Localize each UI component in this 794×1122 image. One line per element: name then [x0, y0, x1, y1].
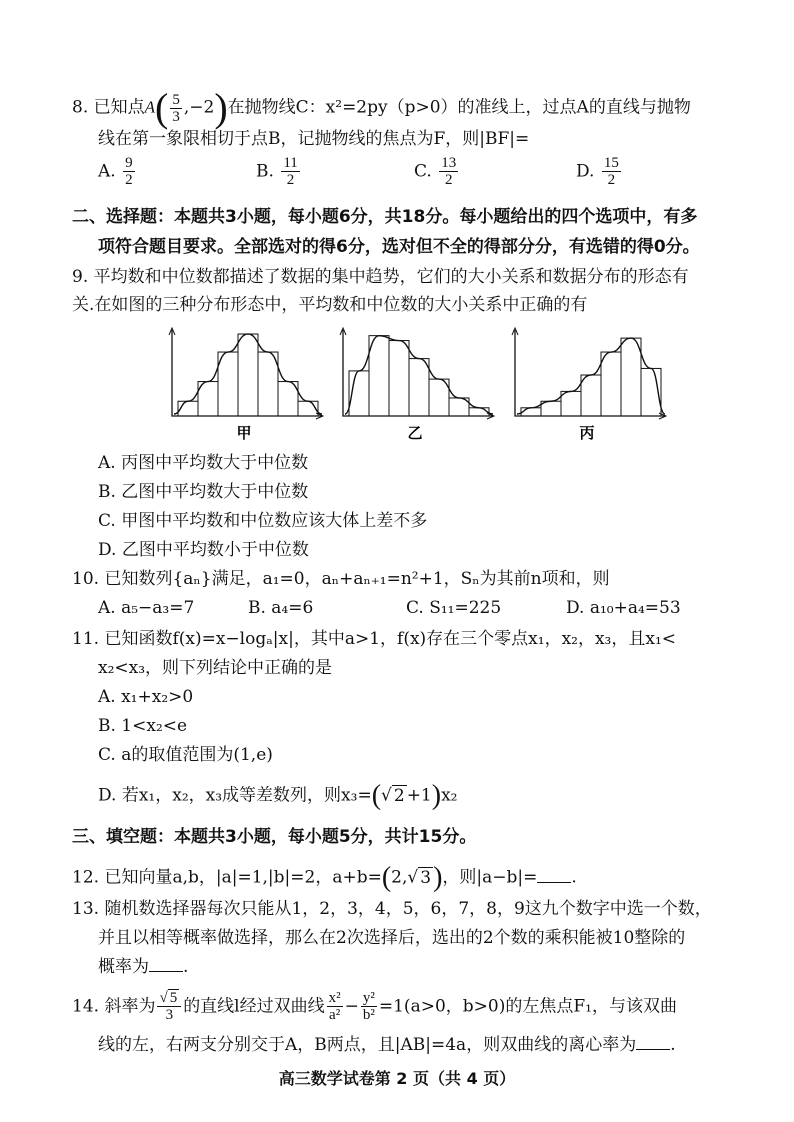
q8-option-c: C. $\frac{13}{2}$	[414, 155, 457, 188]
q14-line1: 14. 斜率为 $\frac{√ 5}{3}$ 的直线l经过双曲线 $\frac{\text{x²}}{\text{a²}}$ − $\frac{\text{y²}}{\text{b²}}$ =1(a>0，b>0)的左焦点F₁，与该双曲	[72, 990, 677, 1023]
right-paren: )	[214, 85, 228, 130]
q9-option-c: C. 甲图中平均数和中位数应该大体上差不多	[98, 511, 428, 531]
q11-line2: x₂<x₃，则下列结论中正确的是	[98, 658, 333, 678]
histogram-3	[512, 328, 666, 442]
q9-line2: 关.在如图的三种分布形态中，平均数和中位数的大小关系中正确的有	[72, 295, 588, 315]
histogram-bar	[469, 408, 489, 416]
histogram-bar	[218, 352, 238, 416]
q9-option-d: D. 乙图中平均数小于中位数	[98, 540, 309, 560]
q10-line1	[72, 568, 610, 590]
q8-options	[98, 155, 738, 199]
histogram-2	[340, 328, 494, 442]
figure-label: 甲	[236, 424, 252, 442]
density-curve	[174, 334, 322, 414]
q8-option-d: D. $\frac{15}{2}$	[576, 155, 619, 188]
histogram-bar	[581, 375, 601, 416]
q10-option-d: D. a₁₀+a₄=53	[566, 598, 681, 618]
q11-option-b: B. 1<x₂<e	[98, 716, 188, 736]
q9-number: 9.	[72, 267, 89, 287]
q12-number: 12.	[72, 867, 100, 888]
q11-number: 11.	[72, 629, 100, 649]
section3-heading: 三、填空题：本题共3小题，每小题5分，共计15分。	[72, 827, 477, 847]
histogram-bar	[238, 334, 258, 416]
q8-option-a: A. $\frac{9}{2}$	[98, 155, 133, 188]
q8-point-fraction: $\frac{5}{3}$	[172, 91, 180, 125]
density-curve	[517, 338, 665, 414]
density-curve	[345, 336, 493, 414]
q13-number: 13.	[72, 899, 100, 919]
histogram-bar	[369, 336, 389, 416]
section2-heading: 二、选择题：本题共3小题，每小题6分，共18分。每小题给出的四个选项中，有多	[72, 207, 698, 227]
section2-heading-line2: 项符合题目要求。全部选对的得6分，选对但不全的得部分分，有选错的得0分。	[98, 237, 700, 257]
histogram-bar	[601, 352, 621, 416]
q9-option-a: A. 丙图中平均数大于中位数	[98, 453, 309, 473]
histogram-bar	[409, 359, 429, 416]
axes	[343, 330, 493, 416]
histogram-bar	[621, 338, 641, 416]
histogram-bar	[561, 391, 581, 416]
q8-option-b: B. $\frac{11}{2}$	[256, 155, 298, 188]
q14-answer-blank	[636, 1035, 670, 1050]
q10-option-a: A. a₅−a₃=7	[98, 598, 195, 618]
histogram-bar	[258, 352, 278, 416]
q10-text: 已知数列{aₙ}满足，a₁=0，aₙ+aₙ₊₁=n²+1，Sₙ为其前n项和，则	[104, 569, 610, 589]
q9-option-b: B. 乙图中平均数大于中位数	[98, 482, 309, 502]
q10-number: 10.	[72, 569, 100, 589]
axes	[515, 330, 665, 416]
q9-text: 平均数和中位数都描述了数据的集中趋势，它们的大小关系和数据分布的形态有	[93, 267, 689, 287]
histogram-bar	[521, 408, 541, 416]
q10-option-b: B. a₄=6	[248, 598, 314, 618]
q11-option-c: C. a的取值范围为(1,e)	[98, 745, 273, 765]
q14-slope-fraction: $\frac{√ 5}{3}$	[157, 990, 181, 1023]
q12-answer-blank	[537, 868, 571, 883]
q14-hyperbola-x-term: $\frac{\text{x²}}{\text{a²}}$	[328, 990, 341, 1023]
q11-line1	[72, 628, 676, 650]
q8-text-line2: 线在第一象限相切于点B，记抛物线的焦点为F，则|BF|=	[98, 129, 530, 149]
q8-point-y: ,−2	[183, 97, 215, 118]
q9-line1	[72, 266, 689, 288]
axes	[172, 330, 322, 416]
q8-number: 8.	[72, 97, 89, 118]
q13-line1: 13. 随机数选择器每次只能从1，2，3，4，5，6，7，8，9这九个数字中选一个数，	[72, 899, 712, 919]
q14-number: 14.	[72, 996, 100, 1017]
q8-text-end: 在抛物线C：x²=2py（p>0）的准线上，过点A的直线与抛物	[227, 97, 691, 118]
histogram-bar	[389, 341, 409, 416]
q10-option-c: C. S₁₁=225	[406, 598, 502, 618]
page-footer: 高三数学试卷第 2 页（共 4 页）	[278, 1069, 516, 1088]
q13-line3: 概率为 .	[98, 957, 189, 977]
q8-point-label: A	[144, 97, 156, 117]
q14-line2: 线的左，右两支分别交于A，B两点，且|AB|=4a，则双曲线的离心率为 .	[98, 1035, 676, 1055]
q8-text-start: 已知点	[93, 97, 145, 118]
left-paren: (	[155, 85, 169, 130]
figure-label: 乙	[407, 424, 423, 442]
q12-line1: 12. 已知向量a,b，|a|=1,|b|=2，a+b=(2,√ 3)，则|a−b|= .	[72, 862, 577, 893]
q9-distribution-figures	[0, 324, 794, 444]
q11-option-d: D. 若x₁，x₂，x₃成等差数列，则x₃=(√ 2 +1)x₂	[98, 780, 458, 811]
q10-options	[98, 598, 738, 620]
histogram-1	[169, 328, 323, 442]
q13-answer-blank	[149, 957, 183, 972]
q11-option-a: A. x₁+x₂>0	[98, 687, 194, 707]
q8-line2	[98, 128, 529, 150]
figure-label: 丙	[579, 424, 595, 442]
q14-hyperbola-y-term: $\frac{\text{y²}}{\text{b²}}$	[362, 990, 375, 1023]
q11-text: 已知函数f(x)=x−logₐ|x|，其中a>1，f(x)存在三个零点x₁，x₂，x₃，且x₁<	[104, 629, 677, 649]
q13-line2: 并且以相等概率做选择，那么在2次选择后，选出的2个数的乘积能被10整除的	[98, 928, 686, 948]
q8-line1	[72, 85, 691, 130]
